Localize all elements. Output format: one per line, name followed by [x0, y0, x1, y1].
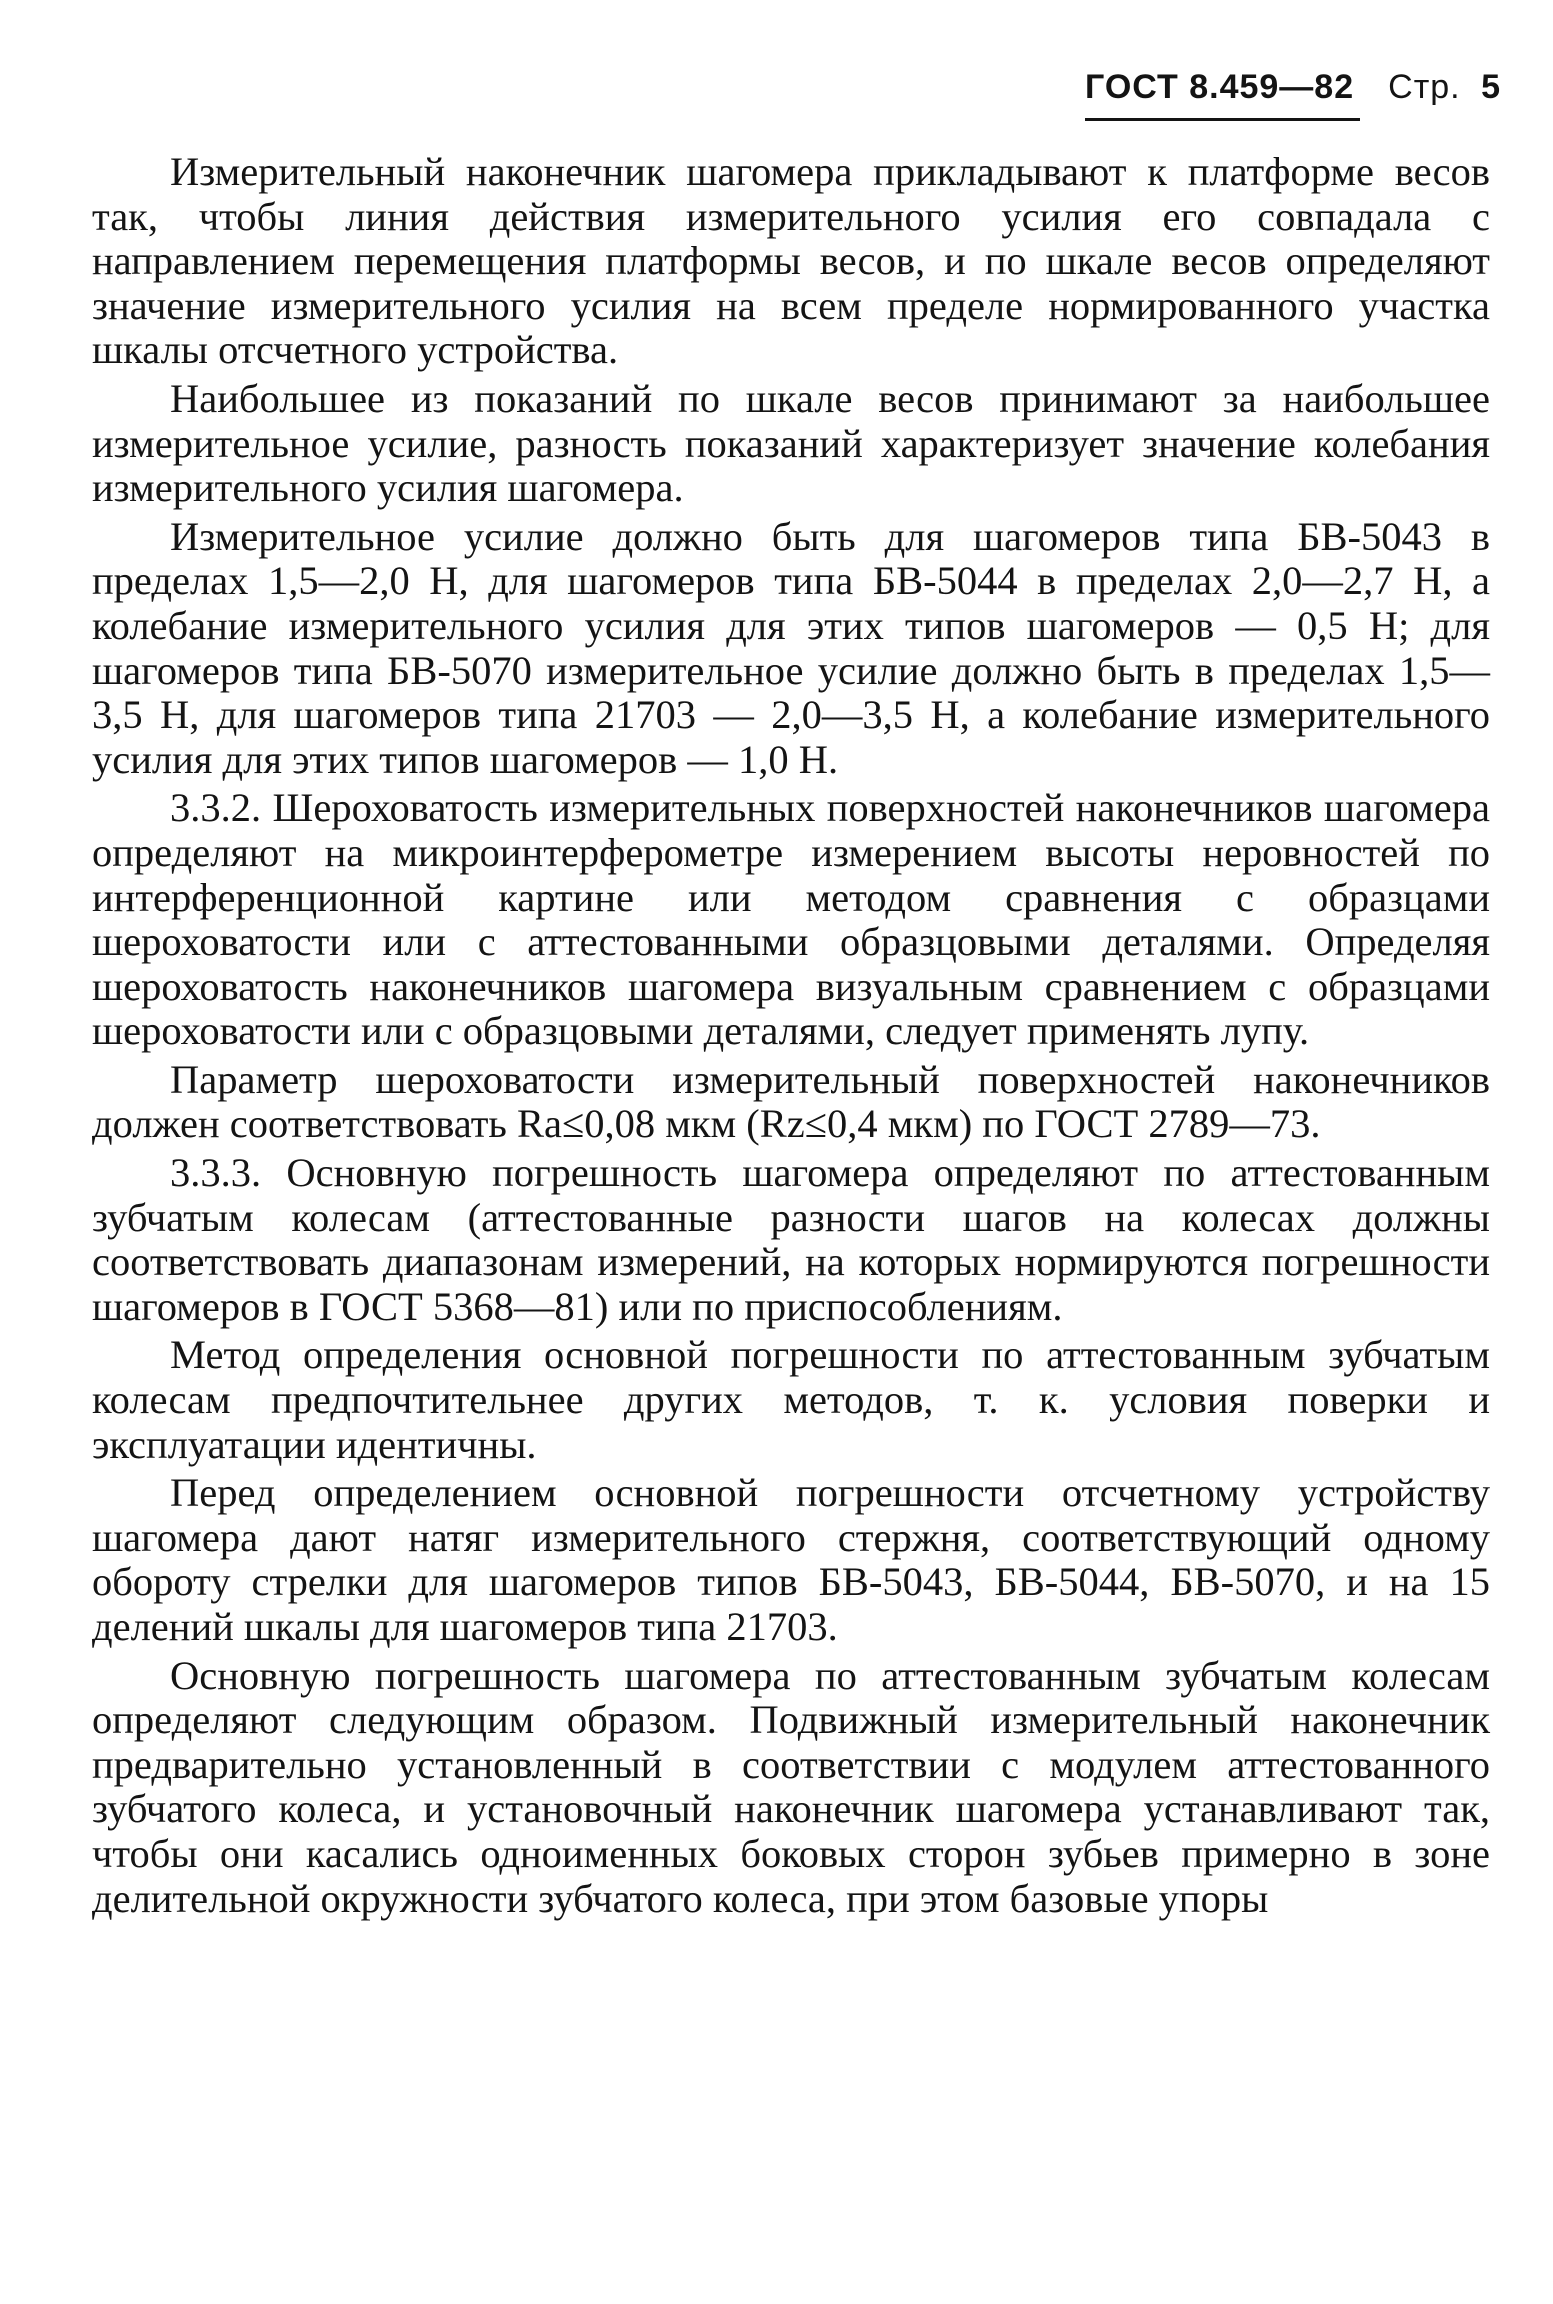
running-header [1085, 68, 1501, 107]
paragraph: Перед определением основной погрешности отсчетному устройству шагомера дают натяг измерительного стержня, соответствующий одному обороту стрелки для шагомеров типов БВ-5043, БВ-5044, БВ-5070, и на 15 делений шкалы для шагомеров типа 21703. [92, 1470, 1490, 1649]
page-number: 5 [1481, 68, 1501, 106]
paragraph-section-3-3-2: 3.3.2. Шероховатость измерительных поверхностей наконечников шагомера определяют на микроинтерферометре измерением высоты неровностей по интерференционной картине или методом сравнения с образцами шероховатости или с аттестованными образцовыми деталями. Определяя шероховатость наконечников шагомера визуальным сравнением с образцами шероховатости или с образцовыми деталями, следует применять лупу. [92, 785, 1490, 1054]
paragraph: Измерительный наконечник шагомера прикладывают к платформе весов так, чтобы линия действия измерительного усилия его совпадала с направлением перемещения платформы весов, и по шкале весов определяют значение измерительного усилия на всем пределе нормированного участка шкалы отсчетного устройства. [92, 149, 1490, 373]
page-label: Стр. [1388, 68, 1461, 106]
paragraph: Наибольшее из показаний по шкале весов принимают за наибольшее измерительное усилие, разность показаний характеризует значение колебания измерительного усилия шагомера. [92, 375, 1490, 511]
paragraph: Измерительное усилие должно быть для шагомеров типа БВ-5043 в пределах 1,5—2,0 Н, для шагомеров типа БВ-5044 в пределах 2,0—2,7 Н, а колебание измерительного усилия для этих типов шагомеров — 0,5 Н; для шагомеров типа БВ-5070 измерительное усилие должно быть в пределах 1,5—3,5 Н, для шагомеров типа 21703 — 2,0—3,5 Н, а колебание измерительного усилия для этих типов шагомеров — 1,0 Н. [92, 513, 1490, 782]
paragraph: Метод определения основной погрешности по аттестованным зубчатым колесам предпочтительнее других методов, т. к. условия поверки и эксплуатации идентичны. [92, 1332, 1490, 1467]
paragraph: Параметр шероховатости измерительный поверхностей наконечников должен соответствовать Ra≤0,08 мкм (Rz≤0,4 мкм) по ГОСТ 2789—73. [92, 1056, 1490, 1147]
paragraph-section-3-3-3: 3.3.3. Основную погрешность шагомера определяют по аттестованным зубчатым колесам (аттестованные разности шагов на колесах должны соответствовать диапазонам измерений, на которых нормируются погрешности шагомеров в ГОСТ 5368—81) или по приспособлениям. [92, 1150, 1490, 1329]
body-text [92, 150, 1490, 1925]
standard-number: ГОСТ 8.459—82 [1085, 68, 1355, 106]
paragraph: Основную погрешность шагомера по аттестованным зубчатым колесам определяют следующим образом. Подвижный измерительный наконечник предварительно установленный в соответствии с модулем аттестованного зубчатого колеса, и установочный наконечник шагомера устанавливают так, чтобы они касались одноименных боковых сторон зубьев примерно в зоне делительной окружности зубчатого колеса, при этом базовые упоры [92, 1652, 1490, 1921]
